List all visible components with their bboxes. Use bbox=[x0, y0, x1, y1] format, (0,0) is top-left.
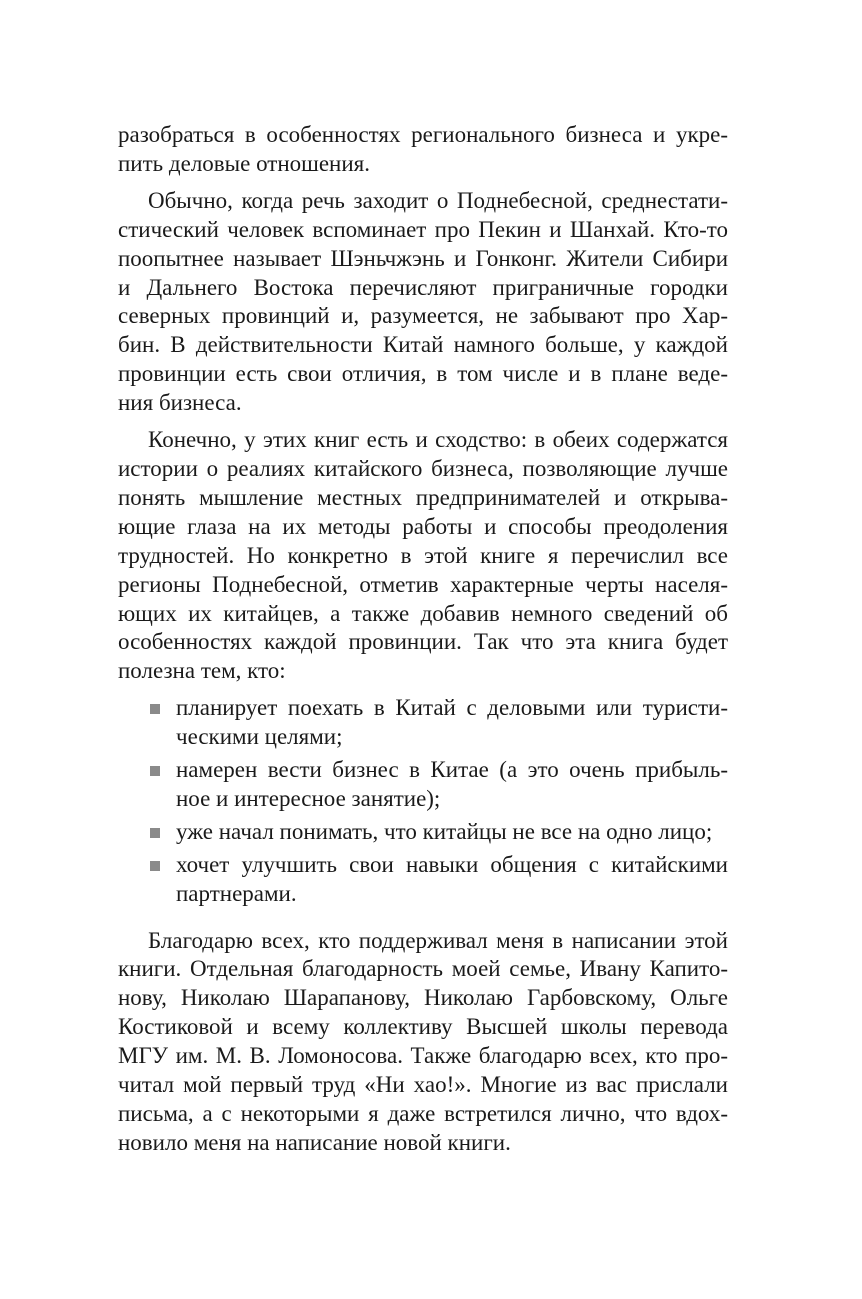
paragraph-similarity bbox=[118, 426, 728, 686]
text-line: ния бизнеса. bbox=[118, 390, 242, 416]
paragraph-middle-kingdom bbox=[118, 187, 728, 418]
text-line: Костиковой и всему коллективу Высшей школы перевода bbox=[118, 1014, 728, 1040]
text-line: полезна тем, кто: bbox=[118, 658, 286, 684]
text-line: бин. В действительности Китай намного больше, у каждой bbox=[118, 332, 728, 358]
text-line: Благодарю всех, кто поддерживал меня в написании этой bbox=[148, 927, 728, 953]
list-item bbox=[118, 694, 728, 752]
text-line: книги. Отдельная благодарность моей семье, Ивану Капито- bbox=[118, 956, 728, 982]
text-line: новило меня на написание новой книги. bbox=[118, 1129, 511, 1155]
text-line: поопытнее называет Шэньчжэнь и Гонконг. Жители Сибири bbox=[118, 245, 728, 271]
text-line: уже начал понимать, что китайцы не все на одно лицо; bbox=[176, 818, 713, 844]
paragraph-continuation bbox=[118, 121, 728, 179]
audience-list bbox=[118, 694, 728, 908]
text-line: Обычно, когда речь заходит о Поднебесной, среднестати- bbox=[148, 187, 728, 213]
text-line: МГУ им. М. В. Ломоносова. Также благодарю всех, кто про- bbox=[118, 1043, 728, 1069]
text-line: понять мышление местных предпринимателей и открыва- bbox=[118, 484, 728, 510]
text-line: истории о реалиях китайского бизнеса, позволяющие лучше bbox=[118, 455, 728, 481]
square-bullet-icon bbox=[150, 766, 160, 776]
text-line: намерен вести бизнес в Китае (а это очень прибыль- bbox=[176, 757, 728, 783]
text-line: ное и интересное занятие); bbox=[176, 785, 441, 811]
text-line: разобраться в особенностях регионального бизнеса и укре- bbox=[118, 122, 728, 147]
text-line: трудностей. Но конкретно в этой книге я перечислил все bbox=[118, 542, 728, 568]
text-line: особенностях каждой провинции. Так что эта книга будет bbox=[118, 629, 728, 655]
text-line: регионы Поднебесной, отметив характерные черты населя- bbox=[118, 571, 728, 597]
text-line: ющие глаза на их методы работы и способы преодоления bbox=[118, 513, 728, 539]
square-bullet-icon bbox=[150, 828, 160, 838]
book-page bbox=[118, 121, 728, 1166]
text-line: нову, Николаю Шарапанову, Николаю Гарбовскому, Ольге bbox=[118, 985, 728, 1011]
paragraph-acknowledgements bbox=[118, 927, 728, 1158]
text-line: северных провинций и, разумеется, не забывают про Хар- bbox=[118, 303, 728, 329]
text-line: и Дальнего Востока перечисляют приграничные городки bbox=[118, 274, 728, 300]
list-item bbox=[118, 756, 728, 814]
text-line: ющих их китайцев, а также добавив немного сведений об bbox=[118, 600, 728, 626]
text-line: провинции есть свои отличия, в том числе и в плане веде- bbox=[118, 361, 728, 387]
square-bullet-icon bbox=[150, 861, 160, 871]
text-line: пить деловые отношения. bbox=[118, 150, 370, 176]
text-line: партнерами. bbox=[176, 880, 297, 906]
square-bullet-icon bbox=[150, 704, 160, 714]
list-item bbox=[118, 851, 728, 909]
text-line: стический человек вспоминает про Пекин и Шанхай. Кто-то bbox=[118, 216, 728, 242]
text-line: хочет улучшить свои навыки общения с китайскими bbox=[176, 851, 728, 877]
text-line: планирует поехать в Китай с деловыми или туристи- bbox=[176, 695, 728, 721]
text-line: письма, а с некоторыми я даже встретился лично, что вдох- bbox=[118, 1101, 728, 1126]
list-item bbox=[118, 818, 728, 847]
text-line: Конечно, у этих книг есть и сходство: в обеих содержатся bbox=[148, 427, 728, 453]
text-line: ческими целями; bbox=[176, 724, 343, 750]
text-line: читал мой первый труд «Ни хао!». Многие из вас прислали bbox=[118, 1072, 728, 1098]
